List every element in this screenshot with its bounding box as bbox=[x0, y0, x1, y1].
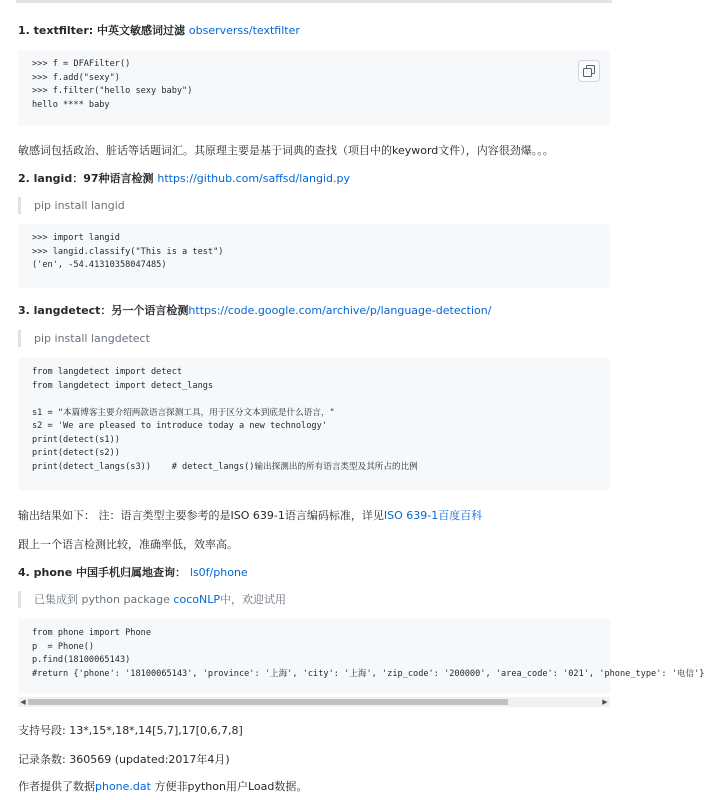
note-text: 方便非python用户Load数据。 bbox=[150, 780, 308, 793]
code-line: from langdetect import detect bbox=[32, 367, 183, 377]
quote-langdetect: pip install langdetect bbox=[18, 330, 150, 347]
code-line: s1 = "本篇博客主要介绍两款语言探测工具，用于区分文本到底是什么语言，" bbox=[32, 407, 335, 418]
code-line: ('en', -54.41310358047485) bbox=[32, 260, 167, 270]
link-phone[interactable]: ls0f/phone bbox=[189, 566, 248, 579]
heading-text: 4. phone 中国手机归属地查询： bbox=[18, 566, 187, 579]
langdetect-compare: 跟上一个语言检测比较，准确率低，效率高。 bbox=[18, 538, 238, 551]
code-line: p.find(18100065143) bbox=[32, 655, 131, 665]
top-divider bbox=[16, 0, 612, 3]
scrollbar-thumb[interactable] bbox=[28, 699, 508, 705]
code-line: print(detect(s1)) bbox=[32, 434, 120, 445]
code-line: >>> f.add("sexy") bbox=[32, 72, 120, 83]
horizontal-scrollbar[interactable] bbox=[18, 697, 610, 707]
quote-text: 已集成到 python package bbox=[34, 593, 174, 606]
heading-langid bbox=[18, 170, 350, 186]
code-line: >>> langid.classify("This is a test") bbox=[32, 246, 224, 257]
heading-phone bbox=[18, 564, 248, 580]
code-line: from langdetect import detect_langs bbox=[32, 380, 214, 391]
langdetect-result bbox=[18, 507, 482, 523]
link-iso639[interactable]: ISO 639-1百度百科 bbox=[383, 509, 483, 522]
link-textfilter[interactable]: observerss/textfilter bbox=[188, 24, 300, 37]
heading-langdetect bbox=[18, 302, 491, 318]
scroll-left-icon[interactable]: ◀ bbox=[20, 698, 26, 706]
textfilter-description: 敏感词包括政治、脏话等话题词汇。其原理主要是基于词典的查找（项目中的keyword文件），内容很劲爆。。。 bbox=[18, 144, 554, 157]
code-line: p = Phone() bbox=[32, 641, 95, 652]
copy-icon bbox=[583, 65, 595, 77]
code-line: s2 = 'We are pleased to introduce today a new technology' bbox=[32, 421, 327, 431]
code-line: from phone import Phone bbox=[32, 628, 151, 638]
quote-langid: pip install langid bbox=[18, 197, 125, 214]
code-line: hello **** baby bbox=[32, 99, 110, 110]
copy-button[interactable] bbox=[578, 60, 600, 82]
code-line: print(detect_langs(s3)) # detect_langs()输出探测出的所有语言类型及其所占的比例 bbox=[32, 461, 418, 472]
link-langid[interactable]: https://github.com/saffsd/langid.py bbox=[157, 172, 351, 185]
code-block-textfilter bbox=[18, 50, 610, 126]
heading-text: 1. textfilter: 中英文敏感词过滤 bbox=[18, 24, 186, 37]
note-text: 作者提供了数据 bbox=[18, 780, 95, 793]
code-line: >>> f = DFAFilter() bbox=[32, 59, 131, 69]
quote-text: 中，欢迎试用 bbox=[219, 593, 286, 606]
link-coconlp[interactable]: cocoNLP bbox=[173, 593, 220, 606]
heading-text: 2. langid：97种语言检测 bbox=[18, 172, 154, 185]
link-langdetect[interactable]: https://code.google.com/archive/p/language-detection/ bbox=[188, 304, 492, 317]
code-line: #return {'phone': '18100065143', 'province': '上海', 'city': '上海', 'zip_code': '200000', 'area_code': '021', 'phone_type': '电信'} bbox=[32, 668, 704, 679]
heading-text: 3. langdetect：另一个语言检测 bbox=[18, 304, 189, 317]
code-line: >>> f.filter("hello sexy baby") bbox=[32, 86, 193, 96]
quote-phone bbox=[18, 591, 286, 608]
code-block-langdetect bbox=[18, 358, 610, 490]
phone-author-note bbox=[18, 778, 307, 794]
heading-textfilter bbox=[18, 22, 300, 38]
code-block-phone[interactable] bbox=[18, 619, 704, 693]
result-text: 输出结果如下： 注：语言类型主要参考的是ISO 639-1语言编码标准，详见 bbox=[18, 509, 384, 522]
phone-segments: 支持号段: 13*,15*,18*,14[5,7],17[0,6,7,8] bbox=[18, 724, 243, 737]
link-phone-dat[interactable]: phone.dat bbox=[95, 780, 151, 793]
code-line bbox=[32, 393, 610, 407]
code-line: >>> import langid bbox=[32, 233, 120, 243]
phone-records: 记录条数: 360569 (updated:2017年4月) bbox=[18, 753, 230, 766]
scroll-right-icon[interactable]: ▶ bbox=[602, 698, 608, 706]
code-block-langid bbox=[18, 224, 610, 288]
code-line: print(detect(s2)) bbox=[32, 448, 120, 458]
